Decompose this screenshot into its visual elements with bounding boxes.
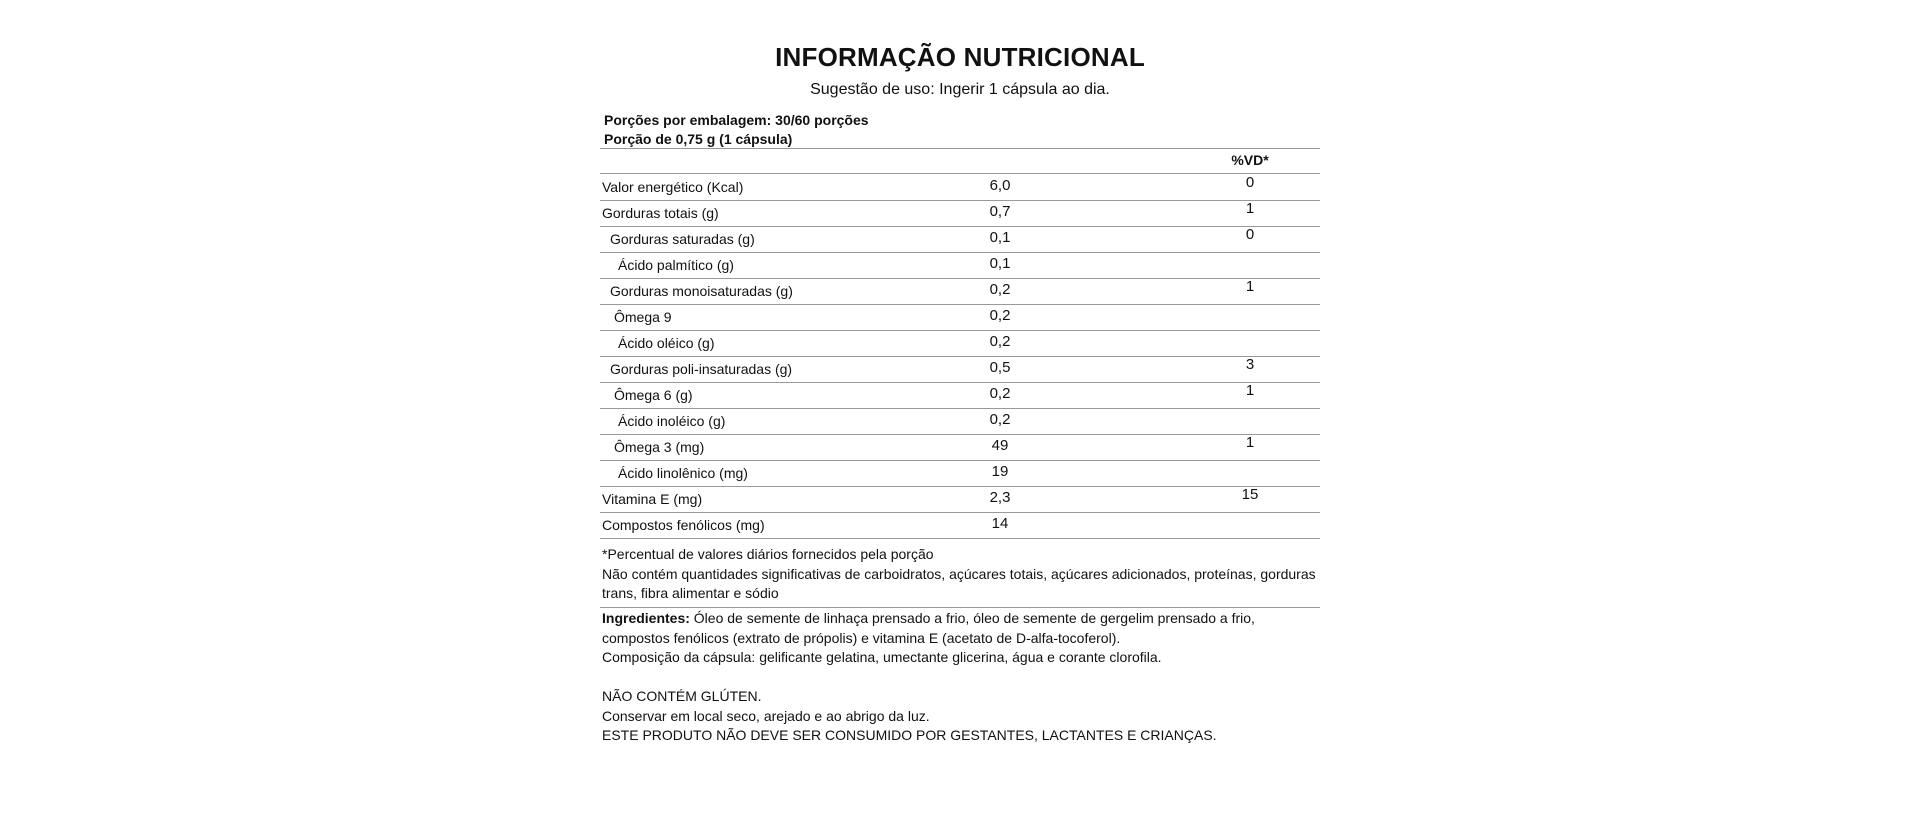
spacer — [602, 668, 1318, 688]
nutrient-row — [600, 460, 1320, 486]
nutrient-name: Valor energético (Kcal) — [602, 179, 744, 195]
footnotes — [602, 545, 1318, 604]
nutrient-quantity: 0,2 — [989, 307, 1011, 324]
nutrient-row — [600, 226, 1320, 252]
gluten-statement: NÃO CONTÉM GLÚTEN. — [602, 688, 762, 704]
nutrient-name: Ômega 6 (g) — [614, 387, 693, 403]
nutrient-daily-value: 0 — [1245, 226, 1255, 243]
nutrient-name: Gorduras poli-insaturadas (g) — [610, 361, 793, 377]
nutrient-quantity: 0,1 — [989, 255, 1011, 272]
nutrient-row — [600, 408, 1320, 434]
divider — [600, 607, 1320, 608]
storage-instructions: Conservar em local seco, arejado e ao abrigo da luz. — [602, 707, 930, 724]
nutrient-row — [600, 304, 1320, 330]
vd-header: %VD* — [1231, 152, 1269, 168]
nutrient-name: Compostos fenólicos (mg) — [602, 517, 765, 533]
divider — [600, 148, 1320, 149]
nutrient-daily-value: 0 — [1245, 174, 1255, 191]
nutrient-quantity: 6,0 — [989, 177, 1011, 194]
nutrient-row — [600, 252, 1320, 278]
label-title: INFORMAÇÃO NUTRICIONAL — [775, 42, 1145, 72]
nutrient-row — [600, 382, 1320, 408]
nutrient-daily-value: 15 — [1241, 486, 1259, 503]
nutrient-name: Gorduras saturadas (g) — [610, 231, 755, 247]
ingredients-line — [602, 609, 1318, 648]
not-significant-note: Não contém quantidades significativas de carboidratos, açúcares totais, açúcares adicionados, proteínas, gorduras trans, fibra alimentar e sódio — [602, 565, 1316, 601]
nutrient-name: Ácido inoléico (g) — [618, 413, 726, 429]
nutrient-quantity: 0,1 — [989, 229, 1011, 246]
nutrient-row — [600, 174, 1320, 200]
nutrient-row — [600, 278, 1320, 304]
nutrient-daily-value: 3 — [1245, 356, 1255, 373]
nutrient-quantity: 0,5 — [989, 359, 1011, 376]
nutrient-row — [600, 330, 1320, 356]
serving-size: Porção de 0,75 g (1 cápsula) — [604, 131, 793, 147]
nutrient-quantity: 0,2 — [989, 411, 1011, 428]
nutrient-quantity: 14 — [991, 515, 1009, 532]
nutrient-row — [600, 356, 1320, 382]
nutrient-name: Ômega 3 (mg) — [614, 439, 705, 455]
nutrient-name: Ácido palmítico (g) — [618, 257, 734, 273]
nutrient-name: Ômega 9 — [614, 309, 672, 325]
nutrient-name: Ácido linolênico (mg) — [618, 465, 748, 481]
servings-per-package: Porções por embalagem: 30/60 porções — [604, 112, 869, 128]
nutrient-row — [600, 200, 1320, 226]
nutrient-quantity: 0,2 — [989, 385, 1011, 402]
nutrient-row — [600, 434, 1320, 460]
nutrient-quantity: 19 — [991, 463, 1009, 480]
nutrient-quantity: 0,2 — [989, 281, 1011, 298]
nutrient-daily-value: 1 — [1245, 200, 1255, 217]
nutrient-quantity: 0,2 — [989, 333, 1011, 350]
nutrient-daily-value: 1 — [1245, 434, 1255, 451]
nutrient-name: Ácido oléico (g) — [618, 335, 715, 351]
warning-statement: ESTE PRODUTO NÃO DEVE SER CONSUMIDO POR GESTANTES, LACTANTES E CRIANÇAS. — [602, 727, 1217, 743]
nutrient-daily-value: 1 — [1245, 382, 1255, 399]
nutrient-daily-value: 1 — [1245, 278, 1255, 295]
nutrient-quantity: 0,7 — [989, 203, 1011, 220]
nutrient-name: Gorduras monoisaturadas (g) — [610, 283, 793, 299]
nutrient-name: Gorduras totais (g) — [602, 205, 719, 221]
ingredients-label: Ingredientes: — [602, 610, 690, 626]
nutrient-quantity: 2,3 — [989, 489, 1011, 506]
nutrient-name: Vitamina E (mg) — [602, 491, 703, 507]
usage-suggestion: Sugestão de uso: Ingerir 1 cápsula ao dia. — [810, 81, 1110, 98]
nutrient-quantity: 49 — [991, 437, 1009, 454]
daily-values-note: *Percentual de valores diários fornecidos pela porção — [602, 546, 934, 562]
nutrient-row — [600, 512, 1320, 538]
ingredients-text: Óleo de semente de linhaça prensado a frio, óleo de semente de gergelim prensado a frio, compostos fenólicos (extrato de própolis) e vitamina E (acetato de D-alfa-tocoferol). — [602, 610, 1255, 646]
row-divider — [600, 538, 1320, 539]
capsule-composition: Composição da cápsula: gelificante gelatina, umectante glicerina, água e corante clorofila. — [602, 649, 1162, 665]
ingredients-block — [602, 609, 1318, 746]
nutrient-row — [600, 486, 1320, 512]
